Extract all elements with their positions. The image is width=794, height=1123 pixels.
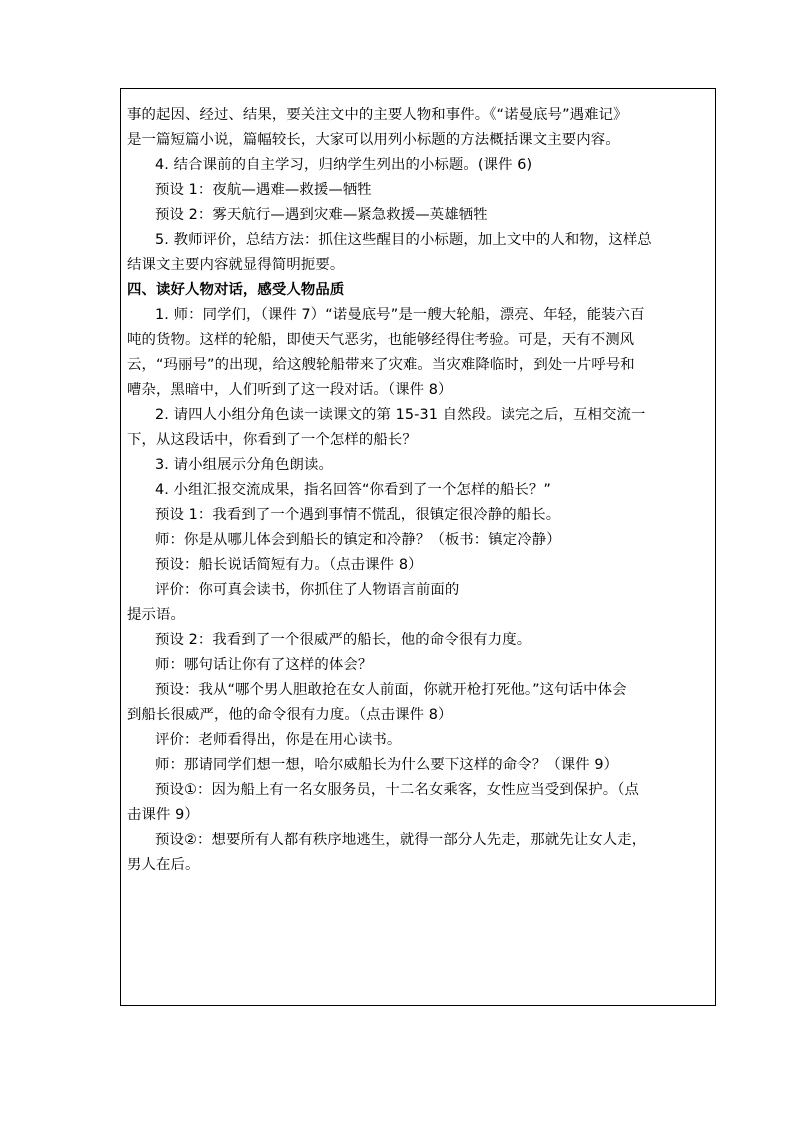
text-line: 评价：你可真会读书，你抓住了人物语言前面的: [155, 582, 460, 598]
text-line: 预设：我从“哪个男人胆敢抢在女人前面，你就开枪打死他。”这句话中体会: [155, 682, 627, 698]
text-line: 预设①：因为船上有一名女服务员，十二名女乘客，女性应当受到保护。（点: [155, 782, 639, 798]
text-line: 是一篇短篇小说，篇幅较长，大家可以用列小标题的方法概括课文主要内容。: [127, 132, 620, 148]
section-heading: 四、读好人物对话，感受人物品质: [127, 282, 345, 298]
text-line: 预设 2：我看到了一个很威严的船长，他的命令很有力度。: [155, 632, 532, 648]
text-line: 预设②：想要所有人都有秩序地逃生，就得一部分人先走，那就先让女人走，: [155, 832, 647, 848]
text-line: 5. 教师评价，总结方法：抓住这些醒目的小标题，加上文中的人和物，这样总: [155, 232, 652, 248]
text-line: 击课件 9）: [127, 807, 199, 823]
text-line: 4. 结合课前的自主学习，归纳学生列出的小标题。(课件 6): [155, 157, 533, 173]
text-line: 2. 请四人小组分角色读一读课文的第 15-31 自然段。读完之后，互相交流一: [155, 407, 646, 423]
text-line: 师：你是从哪儿体会到船长的镇定和冷静？（板书：镇定冷静）: [155, 532, 561, 548]
text-line: 事的起因、经过、结果，要关注文中的主要人物和事件。《“诺曼底号”遇难记》: [127, 107, 628, 123]
text-line: 预设 1：夜航—遇难—救援—牺牲: [155, 182, 372, 198]
text-line: 嘈杂，黑暗中，人们听到了这一段对话。（课件 8）: [127, 382, 453, 398]
text-line: 到船长很威严，他的命令很有力度。（点击课件 8）: [127, 707, 453, 723]
text-line: 师：哪句话让你有了这样的体会？: [155, 657, 373, 673]
text-line: 4. 小组汇报交流成果，指名回答“你看到了一个怎样的船长？”: [155, 482, 551, 498]
text-line: 预设 2：雾天航行—遇到灾难—紧急救援—英雄牺牲: [155, 207, 488, 223]
lesson-text-body: [127, 103, 709, 878]
text-line: 评价：老师看得出，你是在用心读书。: [155, 732, 402, 748]
text-line: 云，“玛丽号”的出现，给这艘轮船带来了灾难。当灾难降临时，到处一片呼号和: [127, 357, 635, 373]
text-line: 提示语。: [127, 607, 185, 623]
text-line: 下，从这段话中，你看到了一个怎样的船长？: [127, 432, 417, 448]
lesson-plan-table-cell: [120, 88, 716, 1006]
text-line: 结课文主要内容就显得简明扼要。: [127, 257, 345, 273]
text-line: 预设：船长说话简短有力。（点击课件 8）: [155, 557, 423, 573]
text-line: 男人在后。: [127, 857, 200, 873]
text-line: 预设 1：我看到了一个遇到事情不慌乱，很镇定很冷静的船长。: [155, 507, 561, 523]
text-line: 吨的货物。这样的轮船，即使天气恶劣，也能够经得住考验。可是，天有不测风: [127, 332, 635, 348]
text-line: 1. 师：同学们，（课件 7）“诺曼底号”是一艘大轮船，漂亮、年轻，能装六百: [155, 307, 645, 323]
text-line: 师：那请同学们想一想，哈尔威船长为什么要下这样的命令？（课件 9）: [155, 757, 619, 773]
text-line: 3. 请小组展示分角色朗读。: [155, 457, 334, 473]
